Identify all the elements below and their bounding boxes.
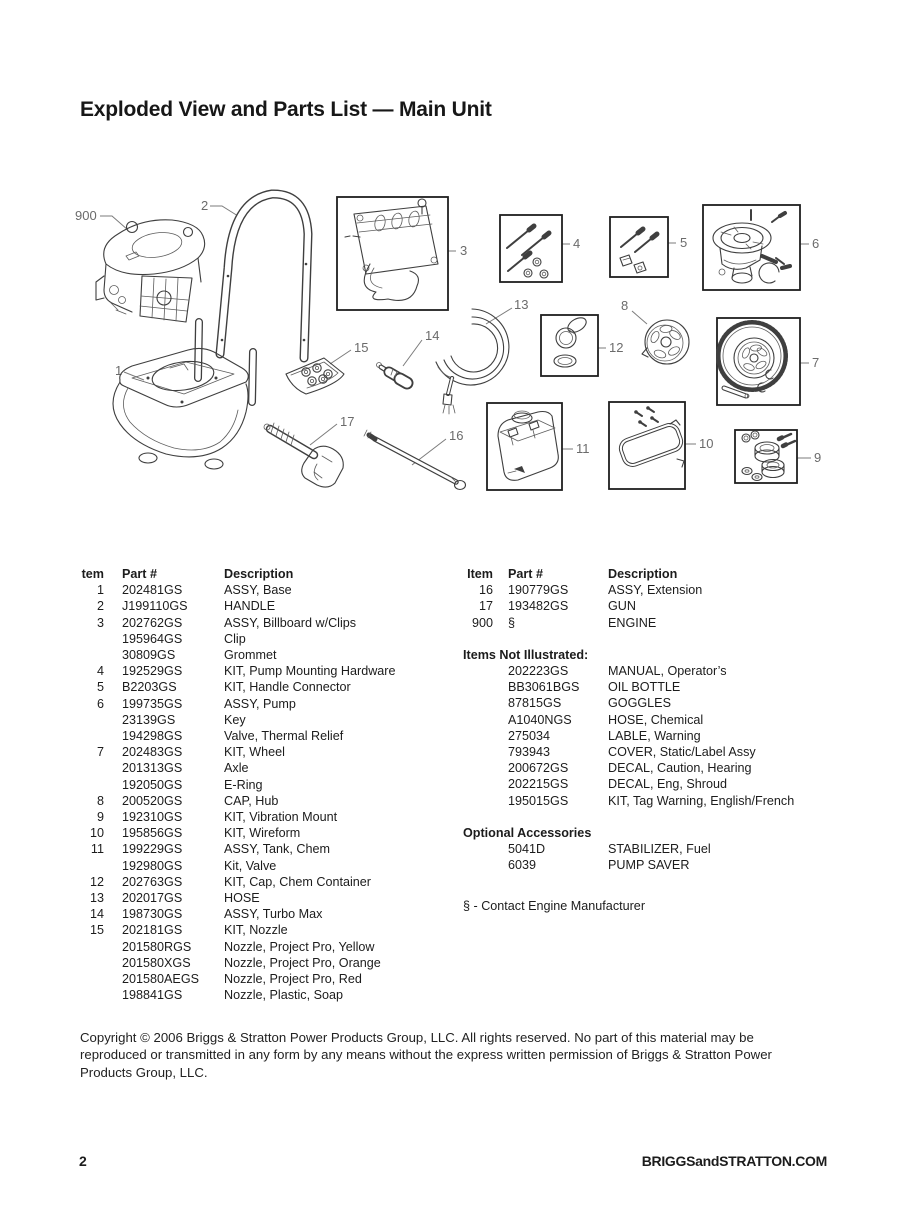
header-part: Part # [122,567,158,581]
cell-part: 195856GS [122,826,183,841]
parts-table-row [80,647,420,663]
cell-part: 192529GS [122,664,183,679]
engine-drawing [96,220,205,322]
parts-table-left [80,566,420,1003]
cell-item: 10 [89,826,104,841]
parts-table-right-rows [455,582,830,631]
cell-item [455,776,493,792]
part-box-5 [610,217,668,277]
cell-part: 201580XGS [122,955,191,970]
cell-item [80,987,104,1003]
cell-desc: KIT, Vibration Mount [224,810,338,825]
cell-item: 16 [478,583,493,598]
cell-item: 2 [96,599,104,614]
copyright-notice [80,1029,800,1081]
parts-table-row [80,922,420,938]
parts-table-row [80,728,420,744]
parts-table-row [80,987,420,1003]
cell-part: 200520GS [122,793,183,808]
callout-900: 900 [75,208,97,223]
cell-part: 5041D [508,842,546,857]
cell-desc: KIT, Tag Warning, English/French [608,793,795,808]
turbo-nozzle-drawing [377,363,408,384]
cell-item [80,858,104,874]
callout-13: 13 [514,297,529,312]
parts-table-row [80,906,420,922]
parts-table-row [80,841,420,857]
cell-part: 30809GS [122,648,176,663]
cell-part: 192050GS [122,777,183,792]
cell-item: 12 [89,874,104,889]
cell-part: 193482GS [508,599,569,614]
cell-item [80,939,104,955]
parts-table-row [455,679,830,695]
cell-item: 5 [96,680,104,695]
part-box-7 [717,318,800,405]
parts-table-row [80,663,420,679]
optional-accessories-rows [455,841,830,873]
header-description: Description [608,567,678,581]
parts-table-row [455,841,830,857]
engine-footnote: § - Contact Engine Manufacturer [463,899,646,914]
cell-item: 17 [478,599,493,614]
cell-desc: ASSY, Pump [224,696,296,711]
parts-table-row [80,582,420,598]
cell-desc: Clip [224,631,246,646]
cell-desc: Key [224,712,246,727]
cell-part: 198730GS [122,907,183,922]
parts-table-left-header [80,566,420,582]
cell-item: 9 [96,810,104,825]
cell-desc: Nozzle, Project Pro, Yellow [224,939,375,954]
exploded-view-diagram [70,172,870,522]
cell-item [80,647,104,663]
callout-6: 6 [812,236,820,251]
cell-item [455,793,493,809]
cell-item [80,712,104,728]
copyright-line: reproduced or transmitted in any form by any means without the express written permission of Briggs & Stratton Power [80,1047,772,1063]
part-box-6 [703,205,800,290]
header-description: Description [224,567,294,581]
cell-desc: Nozzle, Project Pro, Red [224,972,362,987]
callout-14: 14 [425,328,440,343]
cell-desc: PUMP SAVER [608,858,690,873]
copyright-line: Products Group, LLC. [80,1064,208,1080]
cell-desc: DECAL, Caution, Hearing [608,761,752,776]
cell-desc: ASSY, Base [224,583,292,598]
cell-desc: LABLE, Warning [608,728,701,743]
cell-part: 192980GS [122,858,183,873]
cell-desc: HOSE [224,891,260,906]
parts-table-row [455,728,830,744]
callout-5: 5 [680,235,688,250]
parts-table-row [455,663,830,679]
hose-drawing [436,309,509,414]
cell-part: 190779GS [508,583,569,598]
cell-desc: E-Ring [224,777,263,792]
parts-table-row [80,825,420,841]
parts-table-row [80,809,420,825]
cell-desc: ENGINE [608,615,657,630]
cell-item [455,760,493,776]
cell-desc: DECAL, Eng, Shroud [608,777,728,792]
parts-table-row [80,890,420,906]
cell-desc: OIL BOTTLE [608,680,681,695]
callout-15: 15 [354,340,369,355]
cell-desc: ASSY, Tank, Chem [224,842,330,857]
cell-part: 202181GS [122,923,183,938]
part-box-11 [487,403,562,490]
page-title: Exploded View and Parts List — Main Unit [80,98,492,121]
cell-part: 23139GS [122,712,176,727]
cell-item: 1 [96,583,104,598]
cell-desc: HOSE, Chemical [608,712,704,727]
parts-table-row [455,615,830,631]
callout-3: 3 [460,243,468,258]
cell-item: 7 [96,745,104,760]
cell-desc: CAP, Hub [224,793,279,808]
cell-desc: Nozzle, Project Pro, Orange [224,955,381,970]
cell-item [455,712,493,728]
callout-11: 11 [576,441,590,456]
cell-item: 3 [96,615,104,630]
cell-desc: KIT, Wireform [224,826,301,841]
cell-desc: Nozzle, Plastic, Soap [224,988,343,1003]
parts-table-row [455,582,830,598]
cell-desc: MANUAL, Operator’s [608,664,727,679]
parts-table-row [80,760,420,776]
cell-desc: COVER, Static/Label Assy [608,745,756,760]
cell-item [455,695,493,711]
cell-item: 15 [89,923,104,938]
cell-desc: KIT, Cap, Chem Container [224,874,371,889]
parts-table-row [80,971,420,987]
parts-table-row [80,858,420,874]
cell-part: 199735GS [122,696,183,711]
cell-item [455,728,493,744]
parts-table-row [455,712,830,728]
parts-table-row [80,679,420,695]
cell-part: 87815GS [508,696,562,711]
cell-part: 275034 [508,728,551,743]
parts-table-row [80,874,420,890]
cell-item [80,760,104,776]
parts-table-right [455,566,830,915]
cell-item [80,955,104,971]
cell-desc: HANDLE [224,599,276,614]
cell-item: 13 [89,891,104,906]
cell-desc: STABILIZER, Fuel [608,842,711,857]
callout-16: 16 [449,428,464,443]
cell-part: B2203GS [122,680,177,695]
cell-part: 202483GS [122,745,183,760]
cell-desc: Grommet [224,648,277,663]
parts-table-left-rows [80,582,420,1003]
callout-2: 2 [201,198,209,213]
cell-item [80,777,104,793]
cell-part: 194298GS [122,729,183,744]
cell-item: 4 [96,664,104,679]
part-box-3 [337,197,448,310]
cell-desc: GUN [608,599,636,614]
hub-drawing [642,320,689,364]
website-footer: BRIGGSandSTRATTON.COM [641,1153,827,1169]
cell-part: J199110GS [122,599,188,614]
cell-desc: ASSY, Extension [608,583,703,598]
callout-12: 12 [609,340,624,355]
parts-table-row [80,615,420,631]
cell-item [80,728,104,744]
parts-table-row [80,777,420,793]
header-part: Part # [508,567,544,581]
parts-table-right-header [455,566,830,582]
parts-table-row [455,857,830,873]
cell-part: 200672GS [508,761,569,776]
parts-table-row [80,955,420,971]
callout-4: 4 [573,236,581,251]
cell-item: 11 [90,842,104,857]
cell-desc: Valve, Thermal Relief [224,729,344,744]
cell-item: 900 [471,615,493,630]
parts-table-row [80,696,420,712]
cell-desc: ASSY, Turbo Max [224,907,323,922]
cell-desc: ASSY, Billboard w/Clips [224,615,357,630]
cell-part: 202763GS [122,874,183,889]
cell-item: 6 [96,696,104,711]
cell-item [455,663,493,679]
cell-part: 6039 [508,858,537,873]
cell-part: 198841GS [122,988,183,1003]
cell-desc: GOGGLES [608,696,671,711]
cell-desc: KIT, Wheel [224,745,285,760]
callout-7: 7 [812,355,820,370]
cell-item [455,857,493,873]
parts-table-row [455,744,830,760]
base-drawing [113,322,253,469]
cell-part: 202215GS [508,777,569,792]
callout-17: 17 [340,414,355,429]
parts-table-row [455,695,830,711]
cell-part: 201580AEGS [122,972,200,987]
cell-item [455,744,493,760]
page-number: 2 [79,1153,87,1169]
cell-part: 793943 [508,745,551,760]
part-box-4 [500,215,562,282]
cell-part: 201313GS [122,761,183,776]
cell-part: 202223GS [508,664,569,679]
cell-part: 195964GS [122,631,183,646]
cell-part: 195015GS [508,793,569,808]
nozzle-kit-drawing [286,358,344,394]
parts-table-row [455,760,830,776]
cell-desc: KIT, Pump Mounting Hardware [224,664,396,679]
cell-item [80,971,104,987]
callout-8: 8 [621,298,629,313]
parts-table-row [80,793,420,809]
part-box-9 [735,430,797,483]
not-illustrated-rows [455,663,830,809]
callout-1: 1 [115,363,123,378]
header-item: Item [467,567,493,581]
callout-9: 9 [814,450,822,465]
part-box-12 [541,315,598,376]
callout-10: 10 [699,436,714,451]
copyright-line: Copyright © 2006 Briggs & Stratton Power Products Group, LLC. All rights reserved. No part of this material may be [80,1030,754,1045]
cell-item [80,631,104,647]
parts-table-row [80,631,420,647]
parts-table-row [455,793,830,809]
cell-part: § [508,615,516,630]
cell-item [455,679,493,695]
cell-part: 192310GS [122,810,183,825]
gun-drawing [264,423,343,487]
cell-desc: KIT, Handle Connector [224,680,351,695]
cell-part: 202017GS [122,891,183,906]
cell-item: 8 [96,793,104,808]
cell-item: 14 [89,907,104,922]
cell-desc: Axle [224,761,249,776]
parts-table-row [80,744,420,760]
header-item: tem [81,567,104,581]
parts-table-row [80,712,420,728]
parts-table-row [80,598,420,614]
cell-part: 202481GS [122,583,183,598]
cell-desc: KIT, Nozzle [224,923,288,938]
cell-part: 199229GS [122,842,183,857]
part-box-10 [609,402,685,489]
optional-accessories-heading: Optional Accessories [463,825,592,840]
parts-table-row [455,598,830,614]
cell-item [455,841,493,857]
parts-table-row [80,939,420,955]
handle-drawing [220,194,308,358]
cell-part: BB3061BGS [508,680,580,695]
cell-part: 201580RGS [122,939,192,954]
parts-table-row [455,776,830,792]
cell-desc: Kit, Valve [224,858,277,873]
cell-part: A1040NGS [508,712,572,727]
cell-part: 202762GS [122,615,183,630]
not-illustrated-heading: Items Not Illustrated: [463,647,589,662]
